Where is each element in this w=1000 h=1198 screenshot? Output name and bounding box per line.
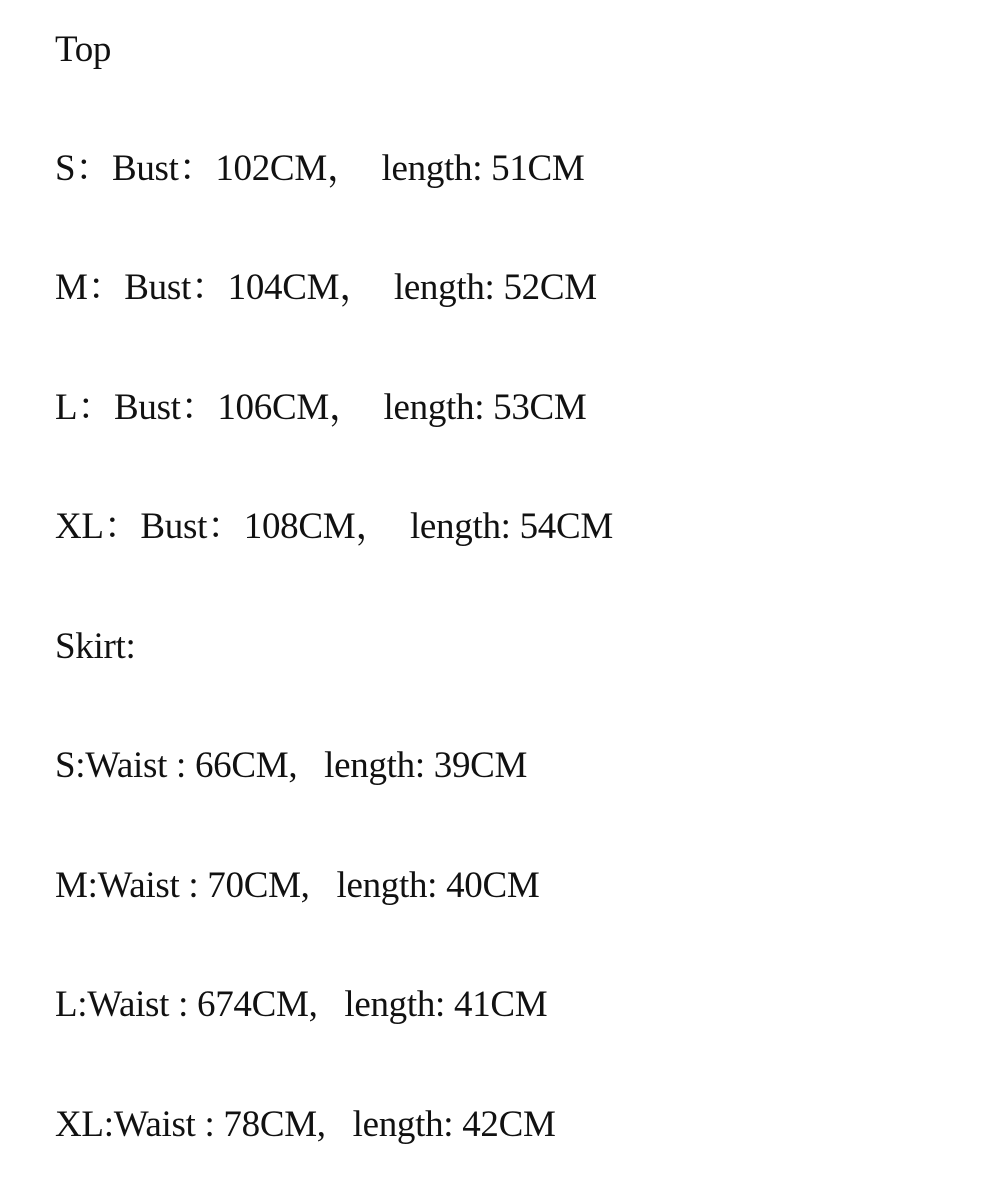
skirt-size-l: L:Waist : 674CM, length: 41CM — [55, 984, 548, 1025]
top-heading: Top — [55, 29, 112, 70]
top-size-xl: XL：Bust：108CM， length: 54CM — [55, 506, 613, 547]
skirt-heading: Skirt: — [55, 626, 136, 667]
skirt-size-s: S:Waist : 66CM, length: 39CM — [55, 745, 528, 786]
top-size-l: L：Bust：106CM， length: 53CM — [55, 387, 587, 428]
skirt-size-xl: XL:Waist : 78CM, length: 42CM — [55, 1104, 556, 1145]
skirt-size-m: M:Waist : 70CM, length: 40CM — [55, 865, 540, 906]
top-size-s: S：Bust：102CM， length: 51CM — [55, 148, 585, 189]
top-size-m: M：Bust：104CM， length: 52CM — [55, 267, 597, 308]
